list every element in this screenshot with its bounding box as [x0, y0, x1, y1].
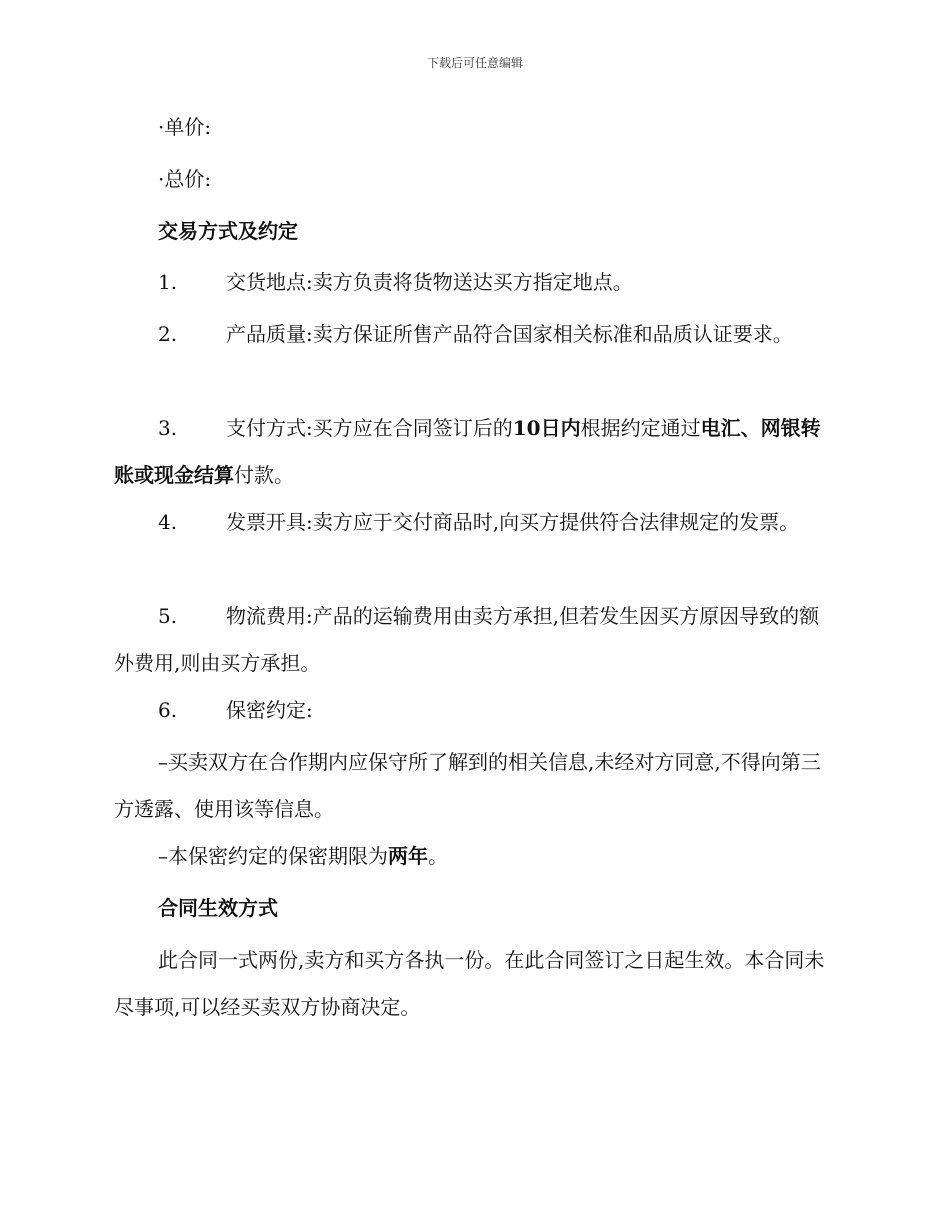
- item-number: 4.: [158, 510, 178, 534]
- item-text-pre: 支付方式:买方应在合同签订后的: [226, 416, 513, 440]
- item-text: 交货地点:卖方负责将货物送达买方指定地点。: [226, 270, 633, 294]
- secrecy-text-post: 。: [428, 844, 448, 868]
- secrecy-clause-2: [114, 833, 834, 880]
- effect-paragraph: 此合同一式两份,卖方和买方各执一份。在此合同签订之日起生效。本合同未尽事项,可以经买卖双方协商决定。: [114, 948, 825, 1019]
- item-number: 3.: [158, 416, 178, 440]
- item-number: 1.: [158, 270, 178, 294]
- item-3: [114, 405, 834, 499]
- item-number: 6.: [158, 698, 178, 722]
- item-text-bold-methods: 电汇、网银转账或现金结算: [114, 416, 821, 487]
- item-text: 物流费用:产品的运输费用由卖方承担,但若发生因买方原因导致的额外费用,则由买方承担。: [114, 604, 820, 675]
- section-title-trade: 交易方式及约定: [158, 219, 298, 243]
- item-6: [114, 687, 834, 734]
- item-text: 产品质量:卖方保证所售产品符合国家相关标准和品质认证要求。: [226, 322, 793, 346]
- item-text: 保密约定:: [226, 698, 313, 722]
- secrecy-term-bold: 两年: [388, 844, 428, 868]
- page-header: 下载后可任意编辑: [426, 56, 523, 70]
- item-number: 5.: [158, 604, 178, 628]
- secrecy-text-pre: –本保密约定的保密期限为: [158, 844, 388, 868]
- item-5: [114, 593, 834, 687]
- item-text-bold-days: 10日内: [512, 416, 581, 440]
- section-title-effect: 合同生效方式: [158, 896, 278, 920]
- unit-price-line: ·单价:: [158, 115, 212, 139]
- item-4: [114, 499, 834, 546]
- item-number: 2.: [158, 322, 178, 346]
- secrecy-clause-1: –买卖双方在合作期内应保守所了解到的相关信息,未经对方同意,不得向第三方透露、使用该等信息。: [114, 750, 821, 821]
- item-text-post: 付款。: [234, 463, 294, 487]
- item-text: 发票开具:卖方应于交付商品时,向买方提供符合法律规定的发票。: [226, 510, 800, 534]
- item-1: [114, 259, 834, 306]
- item-text-mid: 根据约定通过: [580, 416, 701, 440]
- total-price-line: ·总价:: [158, 167, 212, 191]
- item-2: [114, 311, 834, 358]
